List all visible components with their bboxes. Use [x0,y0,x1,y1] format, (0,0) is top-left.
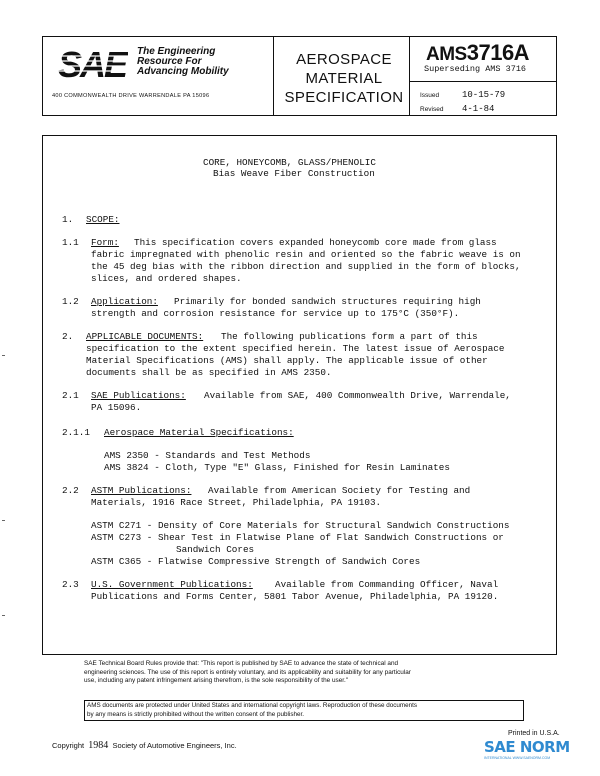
printed-in: Printed in U.S.A. [508,730,560,737]
list-item: ASTM C273 - Shear Test in Flatwise Plane of Flat Sandwich Constructions or [91,532,504,543]
list-item: AMS 3824 - Cloth, Type "E" Glass, Finished for Resin Laminates [104,462,450,473]
document-page: SAE The Engineering Resource For Advancing Mobility 400 COMMONWEALTH DRIVE WARRENDALE PA 15096 AEROSPACE MATERIAL SPECIFICATION AMS3716A Superseding AMS 3716 Issued 10-15-79 Revised 4-1-84 CORE, HONEYCOMB, GLASS/PHENOLIC Bias Weave Fiber Construction 1. SCOPE: 1.1 Form: This specification covers expanded honeycomb core made from glass fabric impregnated with phenolic resin and oriented so the fabric weave is on the 45 deg bias with the ribbon direction and supplied in the form of blocks, slices, and ordered shapes. 1.2 Application: Primarily for bonded sandwich structures requiring high strength and corrosion resistance for service up to 175°C (350°F). 2. APPLICABLE DOCUMENTS: The following publications form a part of this specification to the extent specified herein. The latest issue of Aerospace Material Specifications (AMS) shall apply. The applicable issue of other documents shall be as specified in AMS 2350. 2.1 SAE Publications: Available from SAE, 400 Commonwealth Drive, Warrendale, PA 15096. 2.1.1 Aerospace Material Specifications: AMS 2350 - Standards and Test Methods AMS 3824 - Cloth, Type "E" Glass, Finished for Resin Laminates 2.2 ASTM Publications: Available from American Society for Testing and Materials, 1916 Race Street, Philadelphia, PA 19103. ASTM C271 - Density of Core Materials for Structural Sandwich Constructions ASTM C273 - Shear Test in Flatwise Plane of Flat Sandwich Constructions or Sandwich Cores ASTM C365 - Flatwise Compressive Strength of Sandwich Cores 2.3 U.S. Government Publications: Available from Commanding Officer, Naval Publications and Forms Center, 5801 Tabor Avenue, Philadelphia, PA 19120. SAE Technical Board Rules provide that: "This report is published by SAE to advance the state of technical and engineering sciences. The use of this report is entirely voluntary, and its applicability and suitability for any particular use, including any patent infringement arising therefrom, is the sole responsibility of the user." AMS documents are protected under United States and international copyright laws. Reproduction of these documents by any means is strictly prohibited without the written consent of the publisher. Copyright 1984 Society of Automotive Engineers, Inc. Printed in U.S.A. SAE NORM INTERNATIONAL WWW.SAENORM.COM [0,0,600,776]
document-type: AEROSPACE MATERIAL SPECIFICATION [284,51,404,106]
publisher-address: 400 COMMONWEALTH DRIVE WARRENDALE PA 15096 [52,93,210,99]
scan-mark [2,615,5,616]
ams-number: AMS3716A [426,40,530,65]
copyright-notice-box: AMS documents are protected under United States and international copyright laws. Reproduction of these documents by any means is strictly prohibited without the written consent of the publisher. [84,700,524,721]
scan-mark [2,520,5,521]
list-item: AMS 2350 - Standards and Test Methods [104,450,311,461]
watermark-subtext: INTERNATIONAL WWW.SAENORM.COM [484,756,551,760]
list-item: ASTM C365 - Flatwise Compressive Strength of Sandwich Cores [91,556,421,567]
superseding-note: Superseding AMS 3716 [424,64,527,74]
list-item: Sandwich Cores [176,544,255,555]
sae-logo [58,47,128,81]
issue-dates: Issued 10-15-79 Revised 4-1-84 [420,90,506,114]
list-item: ASTM C271 - Density of Core Materials for Structural Sandwich Constructions [91,520,510,531]
sae-norm-watermark: SAE NORM [484,738,570,756]
scan-mark [2,355,5,356]
copyright-line: Copyright 1984 Society of Automotive Engineers, Inc. [52,740,237,751]
technical-board-note: SAE Technical Board Rules provide that: "This report is published by SAE to advance the state of technical and engineering sciences. The use of this report is entirely voluntary, and its applicability and suitability for any particular use, including any patent infringement arising therefrom, is the sole responsibility of the user." [84,660,411,684]
logo-tagline: The Engineering Resource For Advancing Mobility [137,46,229,77]
svg-text:SAE: SAE [58,47,127,81]
